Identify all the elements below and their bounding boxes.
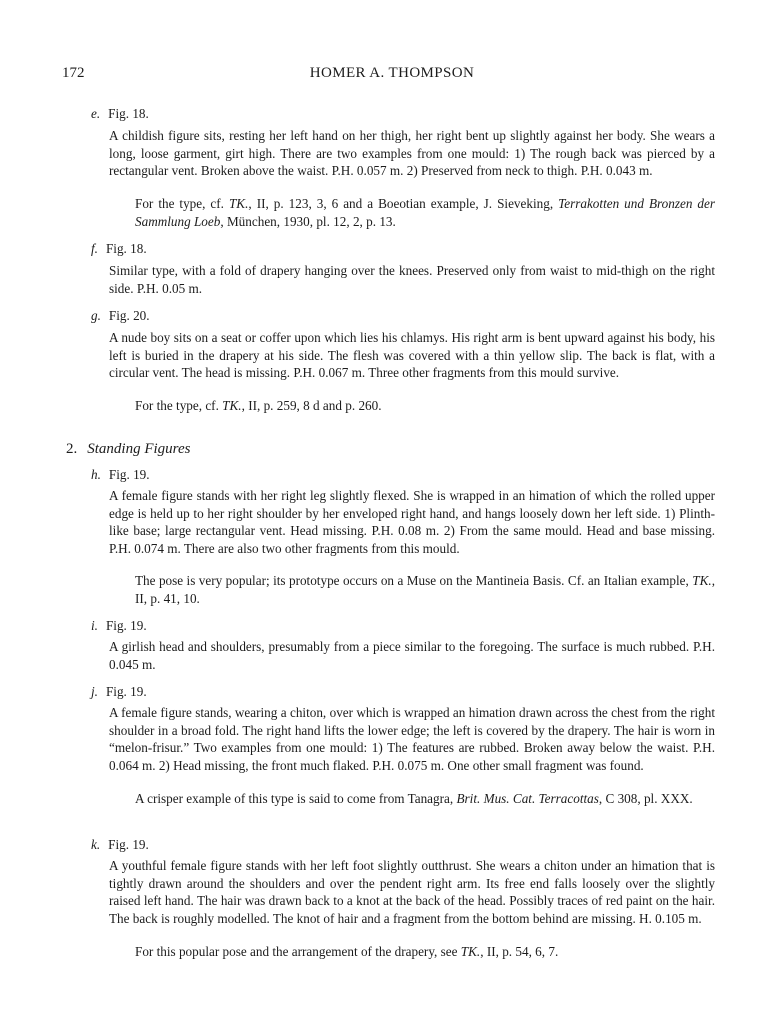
entry-letter: g. bbox=[91, 308, 101, 323]
entry-letter: e. bbox=[91, 106, 101, 121]
section-number: 2. bbox=[66, 441, 78, 457]
entry-description: A nude boy sits on a seat or coffer upon which lies his chlamys. His right arm is bent upward against his body, his left is buried in the drapery at his side. The flesh was covered with a thin yellow slip. The back is flat, with a circular vent. The head is missing. P.H. 0.067 m. Three other fragments from this mould survive. bbox=[109, 330, 715, 381]
entry-note bbox=[135, 397, 715, 415]
figure-reference: Fig. 19. bbox=[108, 467, 150, 482]
note-text: , II, p. 54, 6, 7. bbox=[480, 944, 559, 959]
figure-reference: Fig. 18. bbox=[108, 106, 149, 121]
section-title: Standing Figures bbox=[87, 441, 191, 457]
note-text: , München, 1930, pl. 12, 2, p. 13. bbox=[220, 213, 396, 229]
entry-description: A female figure stands with her right leg slightly flexed. She is wrapped in an himation of which the rolled upper edge is held up to her right shoulder by her enveloped right hand, and hangs loosely down her left side. 1) Plinth-like base; large rectangular vent. Head missing. P.H. 0.08 m. 2) From the same mould. Head and base missing. P.H. 0.074 m. There are also two other fragments from this mould. bbox=[109, 488, 715, 556]
entry-letter: k. bbox=[91, 837, 101, 852]
figure-reference: Fig. 19. bbox=[105, 618, 147, 633]
entry-note bbox=[135, 195, 715, 230]
entry-letter: j. bbox=[91, 684, 98, 699]
entry-heading bbox=[91, 105, 149, 123]
entry-heading bbox=[91, 307, 150, 325]
note-citation: TK. bbox=[460, 944, 481, 959]
note-citation: TK. bbox=[222, 398, 242, 413]
entry-note bbox=[135, 572, 715, 607]
entry-description: A youthful female figure stands with her left foot slightly outthrust. She wears a chiton under an himation that is tightly drawn around the shoulders and over the pendent right arm. Its free end falls loosely over the slightly raised left hand. The hair was drawn back to a knot at the back of the head. Possibly traces of red paint on the hair. The back is roughly modelled. The knot of hair and a fragment from the bottom behind are missing. H. 0.105 m. bbox=[109, 858, 715, 926]
entry-note bbox=[135, 790, 715, 808]
entry-note bbox=[135, 943, 715, 961]
section-heading bbox=[66, 441, 190, 459]
note-text: , II, p. 259, 8 d and p. 260. bbox=[241, 398, 382, 413]
note-text: For this popular pose and the arrangement of the drapery, see bbox=[135, 944, 461, 959]
entry-heading bbox=[91, 683, 147, 701]
entry-letter: i. bbox=[91, 618, 98, 633]
note-citation: TK. bbox=[228, 196, 249, 211]
note-citation: Terrakotten und Bronzen der Sammlung Loeb bbox=[135, 196, 715, 229]
note-text: A crisper example of this type is said to come from Tanagra, bbox=[135, 791, 457, 806]
note-text: , C 308, pl. XXX. bbox=[598, 791, 693, 806]
entry-heading bbox=[91, 617, 147, 635]
entry-heading bbox=[91, 466, 150, 484]
note-text: The pose is very popular; its prototype occurs on a Muse on the Mantineia Basis. Cf. an Italian example, bbox=[135, 573, 693, 588]
note-text: , II, p. 123, 3, 6 and a Boeotian example, J. Sieveking, bbox=[248, 196, 559, 211]
figure-reference: Fig. 19. bbox=[108, 837, 149, 852]
figure-reference: Fig. 20. bbox=[108, 308, 150, 323]
note-text: For the type, cf. bbox=[135, 398, 223, 413]
entry-heading bbox=[91, 240, 147, 258]
note-text: For the type, cf. bbox=[135, 196, 229, 211]
note-text: , II, p. 41, 10. bbox=[135, 573, 715, 606]
entry-letter: f. bbox=[91, 241, 98, 256]
entry-letter: h. bbox=[91, 467, 101, 482]
entry-description: A female figure stands, wearing a chiton, over which is wrapped an himation drawn across the chest from the right shoulder in a broad fold. The right hand lifts the lower edge; the left is covered by the drapery. The hair is worn in “melon-frisur.” Two examples from one mould: 1) The features are rubbed. Broken away below the waist. P.H. 0.064 m. 2) Head missing, the front much flaked. P.H. 0.075 m. One other small fragment was found. bbox=[109, 705, 715, 773]
note-citation: Brit. Mus. Cat. Terracottas bbox=[456, 791, 599, 806]
entry-description: Similar type, with a fold of drapery hanging over the knees. Preserved only from waist to mid-thigh on the right side. P.H. 0.05 m. bbox=[109, 263, 715, 296]
figure-reference: Fig. 19. bbox=[105, 684, 147, 699]
entry-description: A girlish head and shoulders, presumably from a piece similar to the foregoing. The surface is much rubbed. P.H. 0.045 m. bbox=[109, 639, 715, 672]
running-head-author: HOMER A. THOMPSON bbox=[309, 65, 475, 81]
entry-heading bbox=[91, 836, 149, 854]
figure-reference: Fig. 18. bbox=[105, 241, 147, 256]
entry-description: A childish figure sits, resting her left hand on her thigh, her right bent up slightly against her body. She wears a long, loose garment, girt high. There are two examples from one mould: 1) The rough back was pierced by a rectangular vent. Broken above the waist. P.H. 0.057 m. 2) Preserved from neck to thigh. P.H. 0.043 m. bbox=[109, 128, 715, 179]
page-number: 172 bbox=[62, 65, 85, 81]
note-citation: TK. bbox=[692, 573, 712, 588]
